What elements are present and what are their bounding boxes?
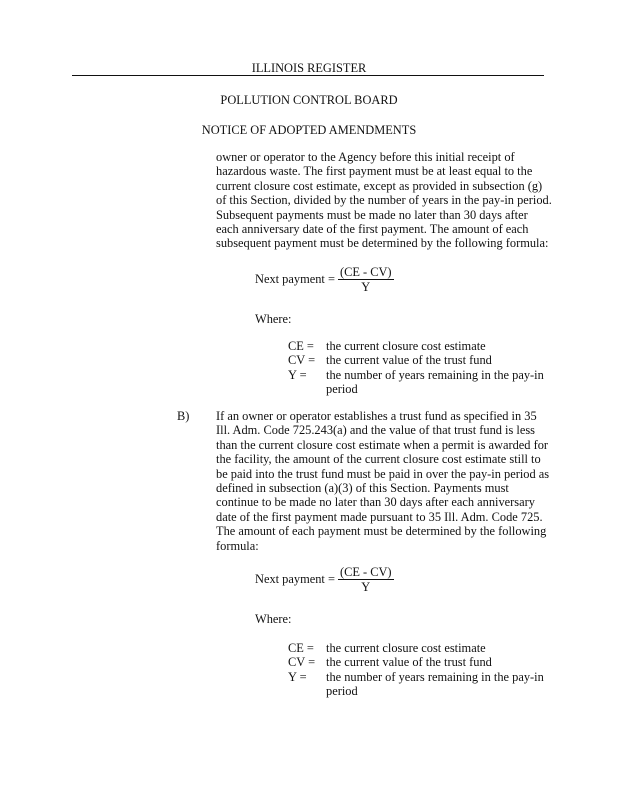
paragraph-line: formula: <box>216 538 259 553</box>
subsection-label-b: B) <box>177 409 190 423</box>
formula-numerator: (CE - CV) <box>339 565 392 579</box>
register-title: ILLINOIS REGISTER <box>251 61 367 75</box>
definition-symbol: CE = <box>288 339 314 353</box>
definition-item <box>288 655 550 669</box>
definition-item <box>288 368 550 397</box>
paragraph-line: current closure cost estimate, except as provided in subsection (g) <box>216 178 543 193</box>
definition-text: the current value of the trust fund <box>326 655 492 670</box>
paragraph-line: Ill. Adm. Code 725.243(a) and the value of that trust fund is less <box>216 423 536 438</box>
definition-symbol: Y = <box>288 367 307 382</box>
formula-fraction <box>338 265 394 294</box>
formula-fraction <box>338 565 394 594</box>
formula-label: Next payment = <box>255 572 335 586</box>
paragraph-line: each anniversary date of the first payment. The amount of each <box>216 222 529 237</box>
paragraph-line: of this Section, divided by the number of years in the pay-in period. <box>216 193 552 208</box>
paragraph-line: If an owner or operator establishes a trust fund as specified in 35 <box>216 409 537 423</box>
paragraph-line: Subsequent payments must be made no later than 30 days after <box>216 207 528 222</box>
definition-text: the current value of the trust fund <box>326 353 492 368</box>
definition-text: the number of years remaining in the pay-in period <box>326 367 544 397</box>
paragraph-line: than the current closure cost estimate when a permit is awarded for <box>216 437 549 452</box>
header-rule <box>72 75 544 76</box>
where-label: Where: <box>255 612 292 626</box>
paragraph-line: subsequent payment must be determined by the following formula: <box>216 236 549 251</box>
paragraph-continuation <box>216 150 552 251</box>
definition-symbol: CE = <box>288 641 314 655</box>
agency-title: POLLUTION CONTROL BOARD <box>220 93 398 107</box>
definition-symbol: CV = <box>288 655 316 670</box>
formula-numerator: (CE - CV) <box>339 265 392 279</box>
paragraph-line: owner or operator to the Agency before this initial receipt of <box>216 150 515 164</box>
definition-item <box>288 353 550 367</box>
payment-formula <box>255 265 394 294</box>
definition-item <box>288 670 550 699</box>
paragraph-line: the facility, the amount of the current closure cost estimate still to <box>216 452 541 467</box>
definition-item <box>288 339 550 353</box>
formula-denominator: Y <box>361 280 371 294</box>
formula-label: Next payment = <box>255 272 335 286</box>
definition-symbol: CV = <box>288 353 316 368</box>
where-label: Where: <box>255 312 292 326</box>
paragraph-line: be paid into the trust fund must be paid in over the pay-in period as <box>216 466 550 481</box>
paragraph-line: date of the first payment made pursuant to 35 Ill. Adm. Code 725. <box>216 509 543 524</box>
definition-symbol: Y = <box>288 669 307 684</box>
definition-text: the current closure cost estimate <box>326 641 486 655</box>
definition-item <box>288 641 550 655</box>
paragraph-line: hazardous waste. The first payment must be at least equal to the <box>216 164 533 179</box>
paragraph-b <box>216 409 550 553</box>
notice-title: NOTICE OF ADOPTED AMENDMENTS <box>201 123 417 137</box>
paragraph-line: continue to be made no later than 30 days after each anniversary <box>216 495 535 510</box>
definitions-list <box>288 641 550 699</box>
formula-denominator: Y <box>361 580 371 594</box>
definition-text: the current closure cost estimate <box>326 339 486 353</box>
definition-text: the number of years remaining in the pay-in period <box>326 669 544 699</box>
definitions-list <box>288 339 550 397</box>
paragraph-line: The amount of each payment must be determined by the following <box>216 524 547 539</box>
paragraph-line: defined in subsection (a)(3) of this Section. Payments must <box>216 481 509 496</box>
payment-formula <box>255 565 394 594</box>
